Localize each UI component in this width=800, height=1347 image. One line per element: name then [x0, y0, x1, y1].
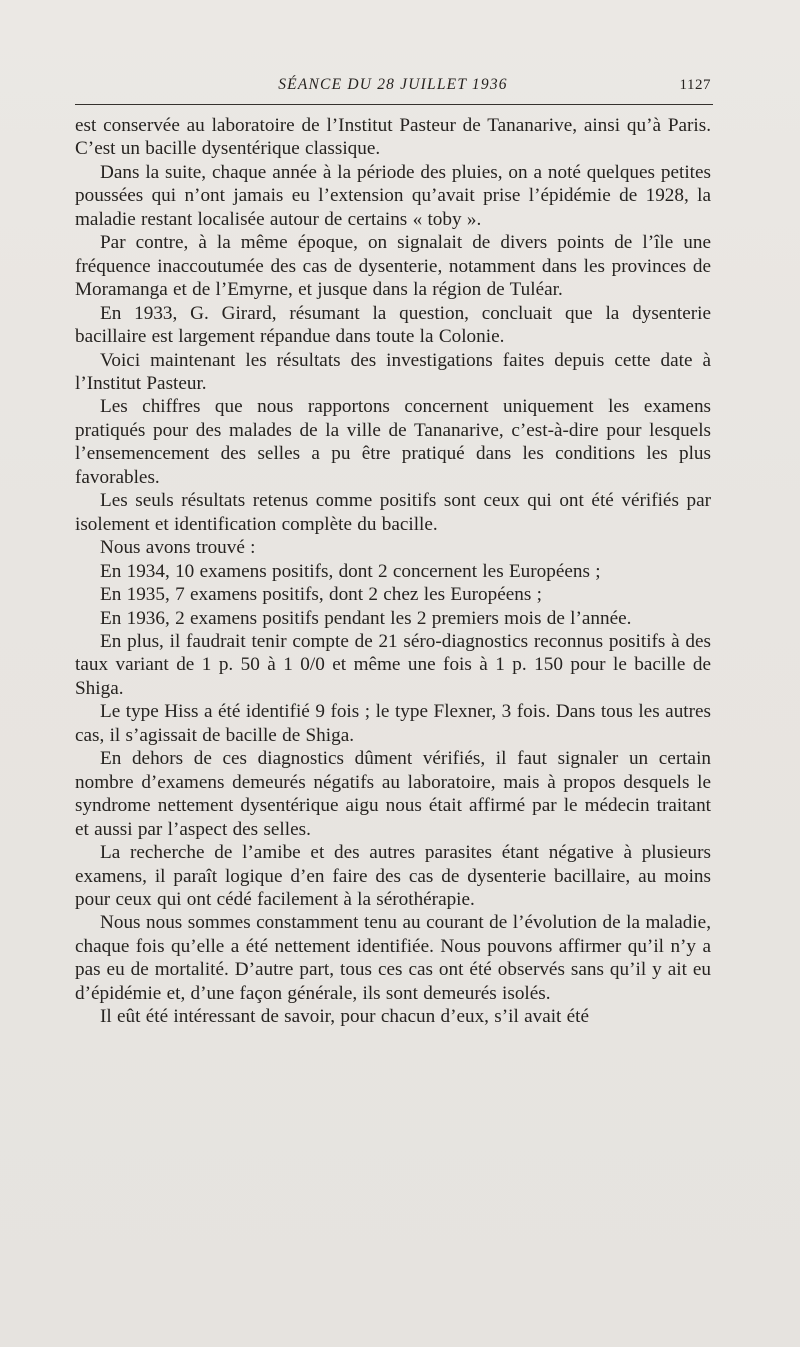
paragraph: En 1936, 2 examens positifs pendant les 2 premiers mois de l’année. — [100, 607, 632, 629]
paragraph: Les seuls résultats retenus comme positifs sont ceux qui ont été vérifiés par isolement et identification complète du bacille. — [75, 490, 711, 535]
paragraph: En plus, il faudrait tenir compte de 21 séro-diagnostics reconnus positifs à des taux variant de 1 p. 50 à 1 0/0 et même une fois à 1 p. 150 pour le bacille de Shiga. — [75, 630, 711, 699]
paragraph: En dehors de ces diagnostics dûment vérifiés, il faut signaler un certain nombre d’examens demeurés négatifs au laboratoire, mais à propos desquels le syndrome nettement dysentérique aigu nous était affirmé par le médecin traitant et aussi par l’aspect des selles. — [75, 748, 711, 840]
paragraph: En 1933, G. Girard, résumant la question, concluait que la dysenterie bacillaire est largement répandue dans toute la Colonie. — [75, 302, 711, 348]
body-text — [75, 114, 711, 1029]
running-title: SÉANCE DU 28 JUILLET 1936 — [278, 76, 508, 93]
paragraph: Le type Hiss a été identifié 9 fois ; le type Flexner, 3 fois. Dans tous les autres cas, il s’agissait de bacille de Shiga. — [75, 701, 711, 746]
paragraph-continuation: est conservée au laboratoire de l’Institut Pasteur de Tananarive, ainsi qu’à Paris. C’est un bacille dysentérique classique. — [75, 115, 711, 160]
paragraph: Par contre, à la même époque, on signalait de divers points de l’île une fréquence inaccoutumée des cas de dysenterie, notamment dans les provinces de Moramanga et de l’Emyrne, et jusque dans la région de Tuléar. — [75, 232, 711, 301]
paragraph: Les chiffres que nous rapportons concernent uniquement les examens pratiqués pour des malades de la ville de Tananarive, c’est-à-dire pour lesquels l’ensemencement des selles a pu être pratiqué dans les conditions les plus favorables. — [75, 396, 711, 488]
paragraph: Dans la suite, chaque année à la période des pluies, on a noté quelques petites poussées qui n’ont jamais eu l’extension qu’avait prise l’épidémie de 1928, la maladie restant localisée autour de certains « toby ». — [75, 161, 711, 230]
paragraph: Nous avons trouvé : — [100, 537, 256, 559]
paragraph: Voici maintenant les résultats des investigations faites depuis cette date à l’Institut Pasteur. — [75, 349, 711, 394]
running-head — [75, 76, 711, 98]
header-rule — [75, 104, 713, 105]
paragraph-last: Il eût été intéressant de savoir, pour chacun d’eux, s’il avait été — [100, 1006, 590, 1028]
paragraph: La recherche de l’amibe et des autres parasites étant négative à plusieurs examens, il paraît logique d’en faire des cas de dysenterie bacillaire, au moins pour ceux qui ont cédé facilement à la sérothérapie. — [75, 842, 711, 910]
paragraph: Nous nous sommes constamment tenu au courant de l’évolution de la maladie, chaque fois qu’elle a été nettement identifiée. Nous pouvons affirmer qu’il n’y a pas eu de mortalité. D’autre part, tous ces cas ont été observés sans qu’il y ait eu d’épidémie et, d’une façon générale, ils sont demeurés isolés. — [75, 912, 711, 1004]
paragraph: En 1935, 7 examens positifs, dont 2 chez les Européens ; — [100, 584, 542, 606]
paragraph: En 1934, 10 examens positifs, dont 2 concernent les Européens ; — [100, 560, 601, 582]
page-number: 1127 — [679, 77, 711, 93]
